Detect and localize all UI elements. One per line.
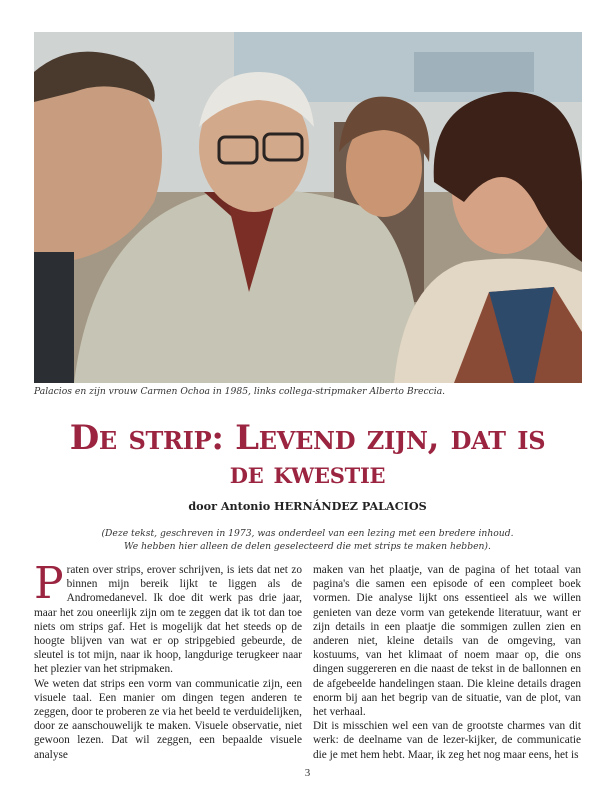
intro-line-2: We hebben hier alleen de delen geselecteerd die met strips te maken hebben). — [124, 541, 491, 552]
paragraph: maken van het plaatje, van de pagina of het totaal van pagina's die samen een episode of een compleet boek vormen. Die analyse lijkt ons essentieel als we willen genieten van deze vorm van getekende literatuur, want er zijn details in een plaatje die sommigen zullen zien en anderen niet, kleine details van de omgeving, van kostuums, van het klimaat of noem maar op, die ons dingen suggereren en die naast de tekst in de ballonnen en de afgebeelde handelingen staan. Die kleine details dragen enorm bij aan het begrip van de situatie, van de plot, van het verhaal. — [313, 564, 581, 719]
article-title — [0, 420, 615, 492]
photo-caption: Palacios en zijn vrouw Carmen Ochoa in 1985, links collega-stripmaker Alberto Breccia. — [34, 386, 446, 397]
paragraph: Dit is misschien wel een van de grootste charmes van dit werk: de deelname van de lezer-kijker, de communicatie die je met hem hebt. Maar, ik zeg het nog maar eens, het is — [313, 720, 581, 761]
article-photo — [34, 32, 582, 383]
intro-line-1: (Deze tekst, geschreven in 1973, was onderdeel van een lezing met een bredere inhoud. — [101, 528, 514, 539]
paragraph — [34, 558, 302, 677]
title-line-1: De strip: Levend zijn, dat is — [69, 418, 546, 458]
intro-note — [60, 527, 555, 553]
byline: door Antonio HERNÁNDEZ PALACIOS — [188, 499, 427, 513]
photo-illustration — [34, 32, 582, 383]
drop-cap: P — [34, 558, 64, 609]
title-line-2: de kwestie — [229, 456, 386, 491]
page-number: 3 — [304, 767, 311, 779]
paragraph-text: raten over strips, erover schrijven, is iets dat net zo binnen mijn bereik lijkt te liggen als de Andromedanevel. Ik doe dit werk pas drie jaar, maar het zou oneerlijk zijn om te zeggen dat ik tot dan toe niets om strips gaf. Het is mogelijk dat het steeds op de hoogte blijven van wat er op stripgebied gebeurde, de sleutel is tot mijn, naar ik hoop, langdurige terugkeer naar het plezier van het stripmaken. — [34, 564, 302, 676]
left-column — [34, 558, 302, 761]
paragraph: We weten dat strips een vorm van communicatie zijn, een visuele taal. Een manier om dingen tegen anderen te zeggen, door te proberen ze via het beeld te verduidelijken, door ze aanschouwelijk te maken. Visuele observatie, niet gewoon lezen. Dat wil zeggen, een bepaalde visuele analyse — [34, 677, 302, 761]
right-column — [313, 563, 581, 761]
